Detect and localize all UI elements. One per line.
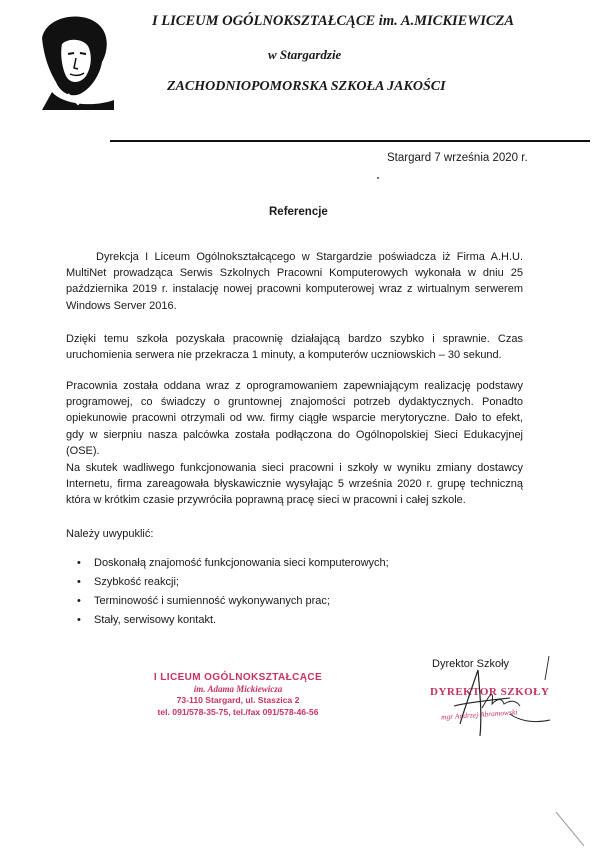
stamp-line-phone: tel. 091/578-35-75, tel./fax 091/578-46-56: [157, 706, 319, 717]
school-city: w Stargardzie: [268, 47, 342, 62]
scan-edge-mark: [548, 812, 588, 846]
quality-motto: ZACHODNIOPOMORSKA SZKOŁA JAKOŚCI: [167, 79, 446, 94]
stamp-line-address: 73-110 Stargard, ul. Staszica 2: [176, 695, 300, 705]
bullet-icon: •: [77, 595, 81, 607]
header-divider: [110, 140, 590, 142]
paragraph-2: Dzięki temu szkoła pozyskała pracownię działającą bardzo szybko i sprawnie. Czas uruchomienia serwera nie przekracza 1 minuty, a komputerów uczniowskich – 30 sekund.: [66, 333, 523, 362]
bullet-icon: •: [77, 576, 81, 588]
letter-date: Stargard 7 września 2020 r.: [387, 152, 528, 164]
list-item-text: Szybkość reakcji;: [94, 576, 179, 588]
stamp-line-patron: im. Adama Mickiewicza: [193, 683, 283, 694]
signer-label: Dyrektor Szkoły: [432, 658, 510, 670]
paragraph-3: Pracownia została oddana wraz z oprogramowaniem zapewniającym realizację podstawy programowej, co świadczy o gruntownej znajomości potrzeb dydaktycznych. Ponadto opiekunowie pracowni otrzymali od ww. firmy ciągłe wsparcie merytoryczne. Dało to efekt, gdy w sierpniu nasza palcówka została podłączona do Ogólnopolskiej Sieci Edukacyjnej (OSE).: [66, 380, 523, 457]
letter-title: Referencje: [269, 206, 328, 218]
highlights-list: [66, 555, 389, 631]
bullet-icon: •: [77, 557, 81, 569]
director-stamp-name: mgr Andrzej Abramowski: [440, 707, 518, 722]
director-stamp-title: DYREKTOR SZKOŁY: [430, 686, 550, 698]
speck: [377, 177, 379, 179]
portrait-icon: [22, 8, 124, 110]
school-name: I LICEUM OGÓLNOKSZTAŁCĄCE im. A.MICKIEWICZA: [152, 13, 515, 29]
list-item: [66, 593, 389, 612]
list-item: [66, 574, 389, 593]
school-stamp: [148, 672, 328, 718]
list-item-text: Terminowość i sumienność wykonywanych prac;: [94, 595, 330, 607]
bullet-icon: •: [77, 614, 81, 626]
handwritten-signature: [440, 664, 570, 744]
paragraph-1: Dyrekcja I Liceum Ogólnokształcącego w Stargardzie poświadcza iż Firma A.H.U. MultiNet prowadząca Serwis Szkolnych Pracowni Komputerowych wykonała w dniu 25 października 2019 r. instalację nowej pracowni komputerowej wraz z wirtualnym serwerem Windows Server 2016.: [66, 251, 523, 312]
list-item: [66, 555, 389, 574]
stamp-line-school: I LICEUM OGÓLNOKSZTAŁCĄCE: [153, 672, 323, 683]
paragraph-5: Należy uwypuklić:: [66, 528, 154, 540]
list-item-text: Doskonałą znajomość funkcjonowania sieci komputerowych;: [94, 557, 389, 569]
list-item: [66, 612, 389, 631]
list-item-text: Stały, serwisowy kontakt.: [94, 614, 217, 626]
paragraph-4: Na skutek wadliwego funkcjonowania sieci pracowni i szkoły w wyniku zmiany dostawcy Internetu, firma zareagowała błyskawicznie wysyłając 5 września 2020 r. grupę techniczną która w krótkim czasie przywróciła poprawną pracę sieci w pracowni i całej szkole.: [66, 462, 523, 507]
